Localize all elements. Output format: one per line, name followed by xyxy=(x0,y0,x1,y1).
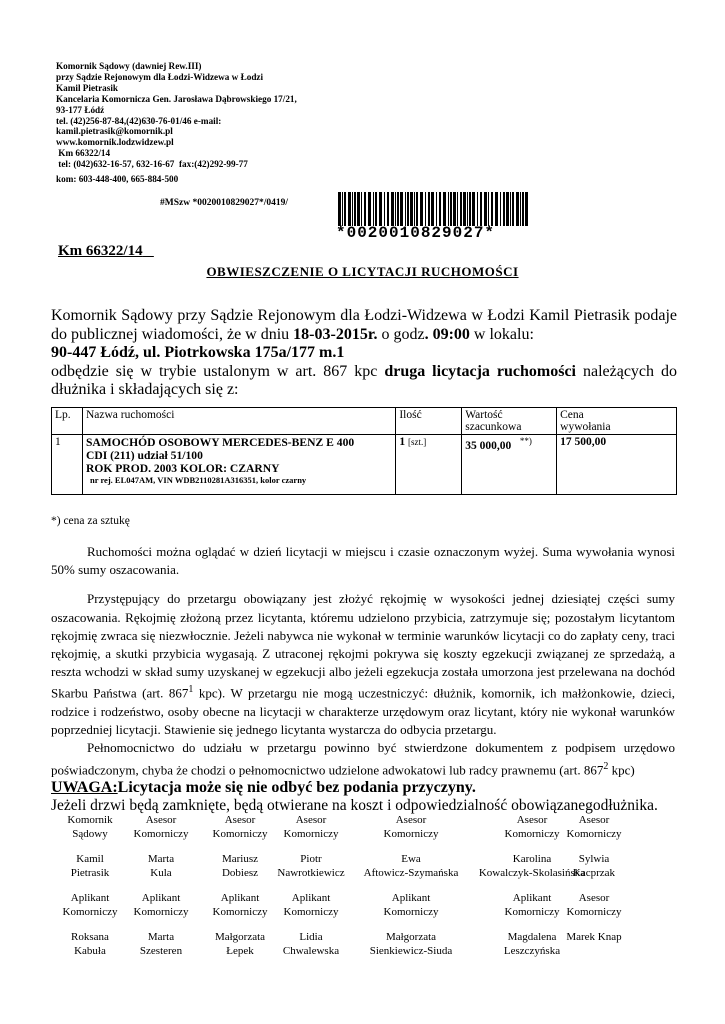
header-value: Wartość szacunkowa xyxy=(462,408,557,435)
intro-paragraph xyxy=(51,307,677,400)
staff-member: Aplikant Komorniczy xyxy=(133,892,189,918)
barcode-text: *0020010829027* xyxy=(336,224,496,242)
staff-member: Karolina Kowalczyk-Skolasińska xyxy=(478,853,586,879)
header-line: kamil.pietrasik@komornik.pl xyxy=(56,126,173,137)
paragraph-viewing: Ruchomości można oglądać w dzień licytacji w miejscu i czasie oznaczonym wyżej. Suma wywołania wynosi 50% sumy oszacowania. xyxy=(51,544,675,578)
staff-member: Lidia Chwalewska xyxy=(282,931,340,957)
table-row xyxy=(52,435,677,495)
auction-date: 18-03-2015r. xyxy=(293,325,378,343)
staff-member: Ewa Aftowicz-Szymańska xyxy=(363,853,459,879)
cell-price: 17 500,00 xyxy=(557,435,677,495)
staff-member: Asesor Komorniczy xyxy=(504,814,560,840)
staff-member: Aplikant Komorniczy xyxy=(383,892,439,918)
staff-member: Małgorzata Łepek xyxy=(214,931,266,957)
staff-member: Asesor Komorniczy xyxy=(283,814,339,840)
header-line: tel: (042)632-16-57, 632-16-67 fax:(42)292-99-77 xyxy=(56,159,248,170)
staff-member: Magdalena Leszczyńska xyxy=(503,931,561,957)
header-line: www.komornik.lodzwidzew.pl xyxy=(56,137,174,148)
staff-member: Asesor Komorniczy xyxy=(566,892,622,918)
cell-value: 35 000,00 **) xyxy=(462,435,557,495)
footnote: *) cena za sztukę xyxy=(51,515,130,527)
staff-member: Marta Kula xyxy=(147,853,175,879)
intro-text: w lokalu: xyxy=(469,325,534,343)
table-header-row xyxy=(52,408,677,435)
staff-member: Kamil Pietrasik xyxy=(70,853,110,879)
staff-member: Aplikant Komorniczy xyxy=(212,892,268,918)
page-title: OBWIESZCZENIE O LICYTACJI RUCHOMOŚCI xyxy=(206,264,519,279)
staff-member: Asesor Komorniczy xyxy=(212,814,268,840)
auction-address: 90-447 Łódź, ul. Piotrkowska 175a/177 m.1 xyxy=(51,344,345,361)
intro-text: należących do dłużnika i składających się z: xyxy=(51,362,677,398)
header-line: tel. (42)256-87-84,(42)630-76-01/46 e-mail: xyxy=(56,115,222,126)
header-lp: Lp. xyxy=(52,408,83,435)
case-number: Km 66322/14 xyxy=(58,243,143,259)
header-line: Komornik Sądowy (dawniej Rew.III) xyxy=(56,61,202,71)
intro-text: o godz xyxy=(377,325,425,343)
staff-member: Piotr Nawrotkiewicz xyxy=(277,853,345,879)
header-line: Km 66322/14 xyxy=(56,148,111,159)
header-line: Kamil Pietrasik xyxy=(56,82,119,93)
auction-time: . 09:00 xyxy=(424,325,470,343)
staff-member: Komornik Sądowy xyxy=(67,814,113,840)
staff-member: Asesor Komorniczy xyxy=(133,814,189,840)
cell-qty: 1 [szt.] xyxy=(396,435,462,495)
cell-name: SAMOCHÓD OSOBOWY MERCEDES-BENZ E 400 CDI (211) udział 51/100 ROK PROD. 2003 KOLOR: CZARNY nr rej. EL047AM, VIN WDB2110281A316351, kolor czarny xyxy=(82,435,395,495)
staff-member: Aplikant Komorniczy xyxy=(62,892,118,918)
staff-member: Roksana Kabuła xyxy=(71,931,109,957)
header-line: kom: 603-448-400, 665-884-500 xyxy=(56,174,179,185)
staff-member: Aplikant Komorniczy xyxy=(504,892,560,918)
header-line: 93-177 Łódź xyxy=(56,104,105,115)
intro-text: Komornik Sądowy przy Sądzie Rejonowym dla Łodzi-Widzewa w Łodzi Kamil Pietrasik podaje do publicznej wiadomości, że w dniu xyxy=(51,307,677,343)
paragraph-deposit: Przystępujący do przetargu obowiązany jest złożyć rękojmię w wysokości jednej dziesiątej części sumy oszacowania. Rękojmię złożoną przez licytanta, któremu udzielono przybicia, zatrzymuje się; pozostałym licytantom rękojmię zwraca się niezwłocznie. Jeżeli nabywca nie wykonał w terminie warunków licytacji co do zapłaty ceny, traci rękojmię, a skutki przybicia wygasają. Z utraconej rękojmi pokrywa się koszty egzekucji związanej ze sprzedażą, a reszta wchodzi w skład sumy uzyskanej w egzekucji albo jeżeli egzekucja została umorzona jest przelewana na dochód Skarbu Państwa (art. $867^1$ kpc). W przetargu nie mogą uczestniczyć: dłużnik, komornik, ich małżonkowie, dzieci, rodzice i rodzeństwo, osoby obecne na licytacji w charakterze urzędowym oraz licytant, który nie wykonał warunków poprzedniej licytacji. Stawienie się jednego licytanta wystarcza do odbycia przetargu. xyxy=(51,591,675,738)
warning-note: UWAGA:Licytacja może się nie odbyć bez podania przyczyny. xyxy=(51,779,476,797)
staff-member: Asesor Komorniczy xyxy=(566,814,622,840)
staff-member: Małgorzata Sienkiewicz-Siuda xyxy=(369,931,453,957)
item-details: nr rej. EL047AM, VIN WDB2110281A316351, kolor czarny xyxy=(89,475,307,485)
items-table xyxy=(51,407,677,495)
header-name: Nazwa ruchomości xyxy=(82,408,395,435)
paragraph-proxy: Pełnomocnictwo do udziału w przetargu powinno być stwierdzone dokumentem z podpisem urzędowo poświadczonym, chyba że chodzi o pełnomocnictwo udzielone adwokatowi lub radcy prawnemu (art. $867^2$ kpc) xyxy=(51,740,675,777)
intro-text: odbędzie się w trybie ustalonym w art. 867 kpc xyxy=(51,362,385,380)
auction-type: druga licytacja ruchomości xyxy=(384,362,576,380)
header-price: Cena wywołania xyxy=(557,408,677,435)
header-line: Kancelaria Komornicza Gen. Jarosława Dąbrowskiego 17/21, xyxy=(56,93,297,104)
header-line: przy Sądzie Rejonowym dla Łodzi-Widzewa w Łodzi xyxy=(56,71,264,82)
barcode-image xyxy=(338,192,530,226)
mszw-reference: #MSzw *0020010829027*/0419/ xyxy=(160,198,288,208)
staff-member: Asesor Komorniczy xyxy=(383,814,439,840)
staff-member: Mariusz Dobiesz xyxy=(221,853,259,879)
bailiff-header xyxy=(56,61,297,185)
staff-member: Aplikant Komorniczy xyxy=(283,892,339,918)
doors-notice: Jeżeli drzwi będą zamknięte, będą otwierane na koszt i odpowiedzialność obowiązanegodłużnika. xyxy=(51,797,658,814)
staff-member: Sylwia Kacprzak xyxy=(572,853,616,879)
header-qty: Ilość xyxy=(396,408,462,435)
staff-member: Marta Szesteren xyxy=(139,931,183,957)
conditions-text xyxy=(51,543,675,797)
staff-member: Marek Knap xyxy=(566,931,622,943)
cell-lp: 1 xyxy=(52,435,83,495)
